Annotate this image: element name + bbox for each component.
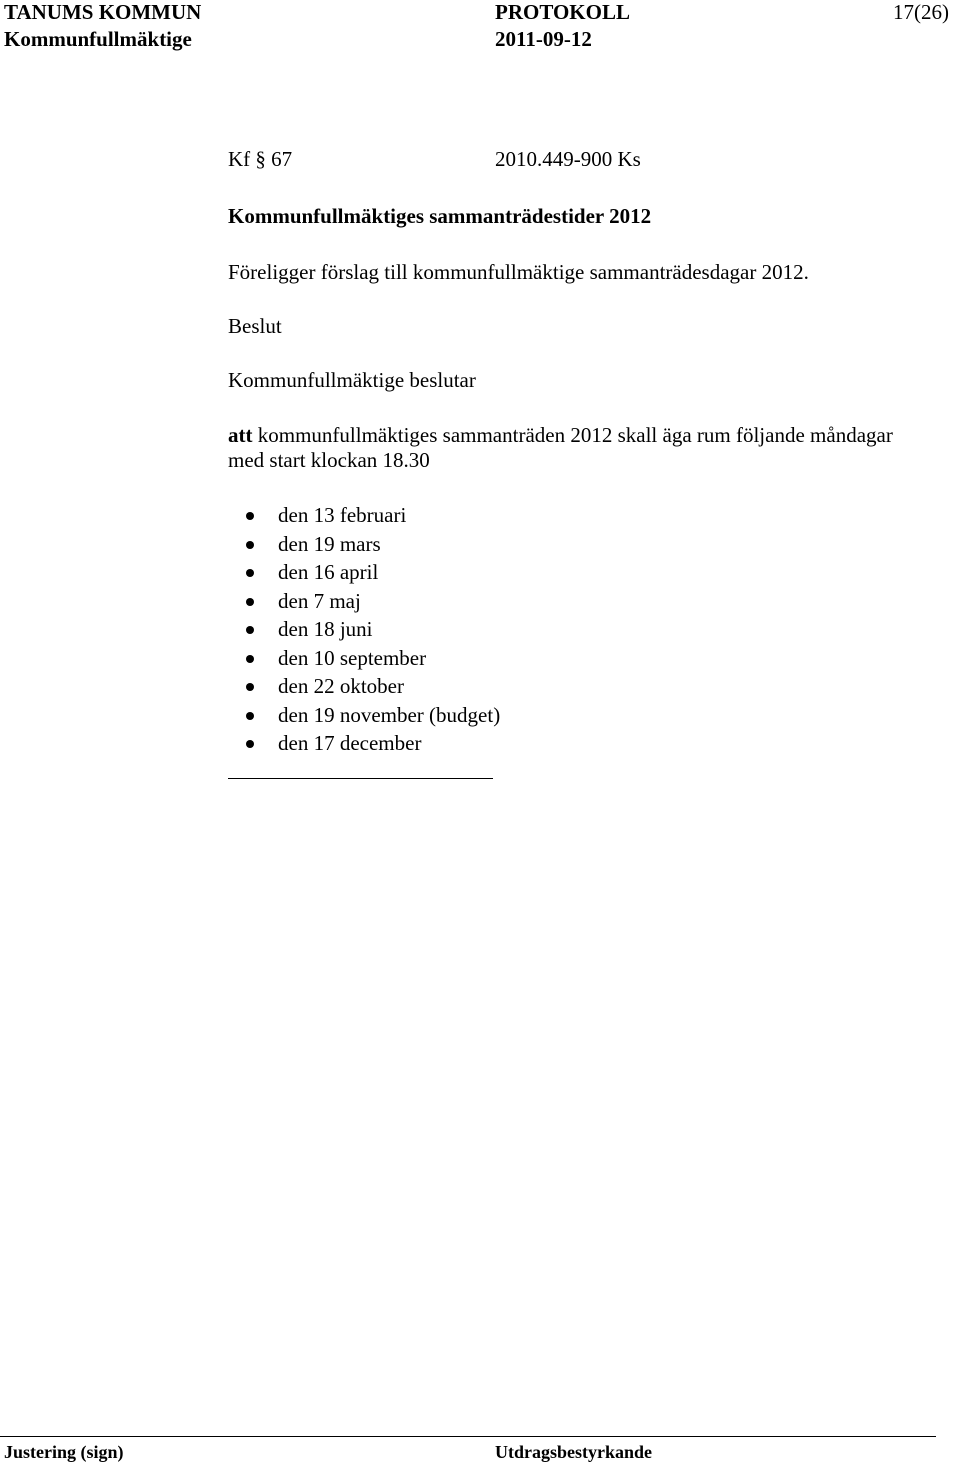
bullet-icon (246, 740, 254, 748)
decision-lead: Kommunfullmäktige beslutar (228, 368, 476, 392)
bullet-icon (246, 569, 254, 577)
footer-divider (0, 1436, 936, 1437)
header-page-number: 17(26) (893, 0, 949, 24)
case-number: 2010.449-900 Ks (495, 147, 641, 171)
bullet-icon (246, 655, 254, 663)
header-municipality: TANUMS KOMMUN (4, 0, 202, 24)
item-title: Kommunfullmäktiges sammanträdestider 2012 (228, 204, 652, 228)
bullet-icon (246, 598, 254, 606)
att-word: att (228, 423, 253, 447)
paragraph-number: Kf § 67 (228, 147, 293, 171)
bullet-icon (246, 712, 254, 720)
section-end-rule (228, 778, 493, 779)
bullet-icon (246, 541, 254, 549)
decision-heading: Beslut (228, 314, 282, 338)
decision-att-clause (228, 423, 893, 447)
item-intro: Föreligger förslag till kommunfullmäktige sammanträdesdagar 2012. (228, 260, 809, 284)
header-body: Kommunfullmäktige (4, 27, 192, 51)
att-text: kommunfullmäktiges sammanträden 2012 skall äga rum följande måndagar (252, 423, 893, 447)
header-doc-type: PROTOKOLL (495, 0, 630, 24)
footer-justering: Justering (sign) (4, 1442, 124, 1462)
bullet-icon (246, 683, 254, 691)
decision-att-clause-cont: med start klockan 18.30 (228, 448, 430, 472)
header-date: 2011-09-12 (495, 27, 592, 51)
bullet-icon (246, 512, 254, 520)
footer-utdragsbestyrkande: Utdragsbestyrkande (495, 1442, 653, 1462)
bullet-icon (246, 626, 254, 634)
